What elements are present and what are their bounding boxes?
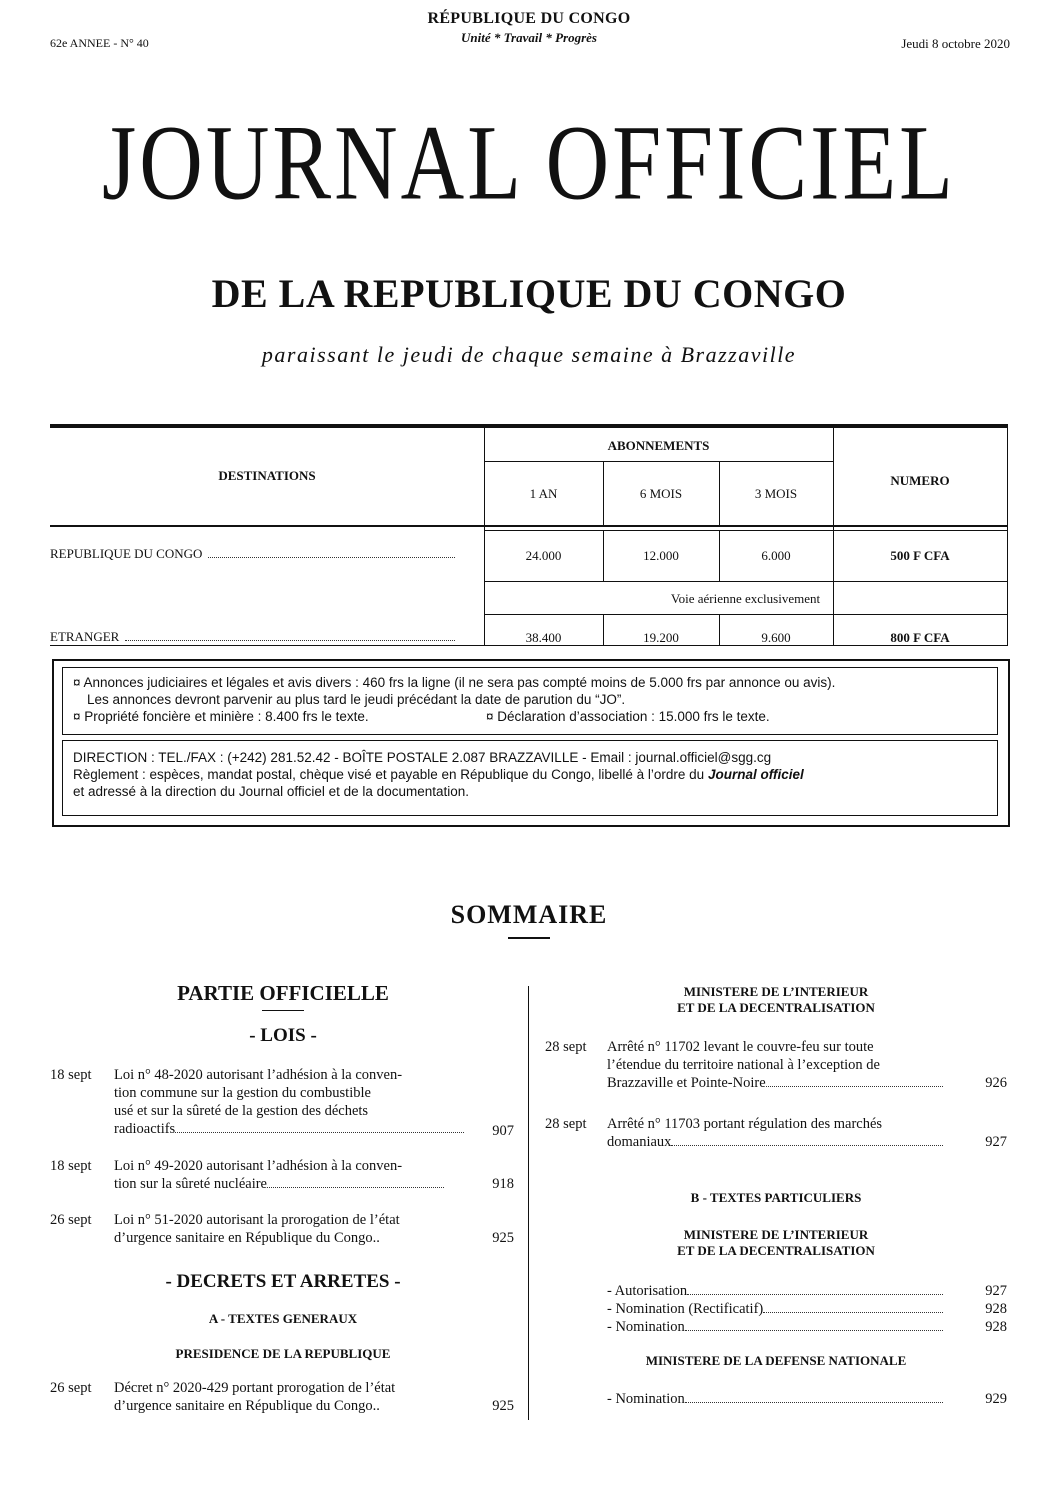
price-cell: 19.200	[643, 630, 679, 645]
sommaire-rule	[508, 937, 550, 939]
ministere-interieur-heading-2: MINISTERE DE L’INTERIEUR ET DE LA DECENTRALISATION	[677, 1227, 875, 1258]
toc-item[interactable]: - Nomination 929	[607, 1391, 1007, 1407]
numero-price: 500 F CFA	[890, 548, 950, 563]
destination-label: ETRANGER	[50, 629, 120, 644]
journal-subtitle: DE LA REPUBLIQUE DU CONGO	[211, 271, 847, 316]
page-number: 925	[492, 1398, 514, 1414]
republic-name: RÉPUBLIQUE DU CONGO	[427, 10, 631, 27]
table-rule	[50, 427, 1008, 428]
toc-entry[interactable]: 26 sept Décret n° 2020-429 portant prorogation de l’état d’urgence sanitaire en République du Congo.. 925	[50, 1380, 514, 1414]
numero-header: NUMERO	[890, 473, 950, 488]
entry-date: 28 sept	[545, 1039, 587, 1055]
destination-etranger	[50, 629, 455, 645]
entry-date: 26 sept	[50, 1212, 92, 1228]
page-number: 918	[492, 1176, 514, 1192]
period-3mois: 3 MOIS	[754, 486, 798, 501]
page-number: 925	[492, 1230, 514, 1246]
table-rule	[484, 461, 834, 462]
notice-line	[63, 708, 997, 725]
toc-entry[interactable]: 18 sept Loi n° 48-2020 autorisant l’adhésion à la conven- tion commune sur la gestion du combustible usé et sur la sûreté de la gestion des déchets radioactifs 907	[50, 1067, 514, 1139]
defense-heading: MINISTERE DE LA DEFENSE NATIONALE	[645, 1353, 907, 1368]
air-mail-note: Voie aérienne exclusivement	[670, 591, 821, 606]
partie-officielle-heading: PARTIE OFFICIELLE	[177, 981, 389, 1005]
table-rule	[484, 530, 1008, 531]
page-number: 928	[985, 1319, 1007, 1335]
payment-terms: Règlement : espèces, mandat postal, chèque visé et payable en République du Congo, libellé à l’ordre du Journal officiel	[73, 767, 804, 782]
price-cell: 6.000	[761, 548, 791, 563]
national-motto: Unité * Travail * Progrès	[460, 30, 597, 45]
price-cell: 12.000	[643, 548, 679, 563]
advertising-rates-box	[62, 667, 998, 735]
page-number: 929	[985, 1391, 1007, 1407]
textes-particuliers-heading: B - TEXTES PARTICULIERS	[690, 1190, 862, 1205]
toc-entry[interactable]: 28 sept Arrêté n° 11703 portant régulation des marchés domaniaux 927	[545, 1116, 1007, 1150]
ministere-interieur-heading: MINISTERE DE L’INTERIEUR ET DE LA DECENTRALISATION	[677, 984, 875, 1015]
destinations-header: DESTINATIONS	[218, 468, 316, 483]
destination-congo	[50, 546, 455, 562]
page-number: 926	[985, 1075, 1007, 1091]
subscription-table	[50, 424, 1008, 649]
notice-line: Les annonces devront parvenir au plus tard le jeudi précédant la date de parution du “JO”.	[87, 692, 626, 707]
price-cell: 38.400	[525, 630, 562, 645]
direction-box	[62, 740, 998, 816]
entry-date: 18 sept	[50, 1158, 92, 1174]
entry-date: 26 sept	[50, 1380, 92, 1396]
period-1an: 1 AN	[529, 486, 558, 501]
column-separator	[528, 986, 529, 1420]
lois-heading: - LOIS -	[249, 1025, 317, 1046]
masthead-top	[0, 10, 1058, 46]
journal-title: JOURNAL OFFICIEL	[102, 104, 956, 223]
issue-date: Jeudi 8 octobre 2020	[901, 36, 1010, 51]
direction-contact: DIRECTION : TEL./FAX : (+242) 281.52.42 - BOÎTE POSTALE 2.087 BRAZZAVILLE - Email : journal.officiel@sgg.cg	[73, 750, 772, 765]
period-6mois: 6 MOIS	[639, 486, 683, 501]
sommaire-title: SOMMAIRE	[450, 900, 608, 929]
abonnements-header: ABONNEMENTS	[607, 438, 710, 453]
page-number: 927	[985, 1134, 1007, 1150]
page-number: 907	[492, 1123, 514, 1139]
toc-entry[interactable]: 28 sept Arrêté n° 11702 levant le couvre-feu sur toute l’étendue du territoire national à l’exception de Brazzaville et Pointe-Noire 926	[545, 1039, 1007, 1091]
page-number: 928	[985, 1301, 1007, 1317]
issue-number: 62e ANNEE - N° 40	[50, 36, 149, 50]
heading-rule	[262, 1010, 304, 1011]
presidence-heading: PRESIDENCE DE LA REPUBLIQUE	[175, 1346, 391, 1361]
association-rate: ¤ Déclaration d’association : 15.000 frs le texte.	[486, 709, 770, 724]
decrets-heading: - DECRETS ET ARRETES -	[165, 1271, 401, 1292]
entry-date: 18 sept	[50, 1067, 92, 1083]
property-rate: ¤ Propriété foncière et minière : 8.400 frs le texte.	[73, 709, 369, 724]
page-number: 927	[985, 1283, 1007, 1299]
journal-tagline: paraissant le jeudi de chaque semaine à Brazzaville	[261, 342, 797, 367]
price-cell: 24.000	[525, 548, 562, 563]
payment-terms-end: et adressé à la direction du Journal officiel et de la documentation.	[73, 784, 469, 799]
table-rule	[50, 525, 1008, 527]
toc-item[interactable]: - Nomination 928	[607, 1319, 1007, 1335]
notice-line: ¤ Annonces judiciaires et légales et avis divers : 460 frs la ligne (il ne sera pas compté moins de 5.000 frs par annonce ou avis).	[73, 675, 836, 690]
numero-price: 800 F CFA	[890, 630, 950, 645]
textes-generaux-heading: A - TEXTES GENERAUX	[208, 1311, 358, 1326]
toc-entry[interactable]: 18 sept Loi n° 49-2020 autorisant l’adhésion à la conven- tion sur la sûreté nucléaire 918	[50, 1158, 514, 1192]
table-rule	[484, 614, 1008, 615]
entry-date: 28 sept	[545, 1116, 587, 1132]
destination-label: REPUBLIQUE DU CONGO	[50, 546, 203, 561]
toc-item[interactable]: - Nomination (Rectificatif) 928	[607, 1301, 1007, 1317]
table-rule	[484, 581, 1008, 582]
toc-item[interactable]: - Autorisation 927	[607, 1283, 1007, 1299]
price-cell: 9.600	[761, 630, 791, 645]
toc-entry[interactable]: 26 sept Loi n° 51-2020 autorisant la prorogation de l’état d’urgence sanitaire en République du Congo.. 925	[50, 1212, 514, 1246]
journal-officiel-mention: Journal officiel	[707, 767, 804, 782]
